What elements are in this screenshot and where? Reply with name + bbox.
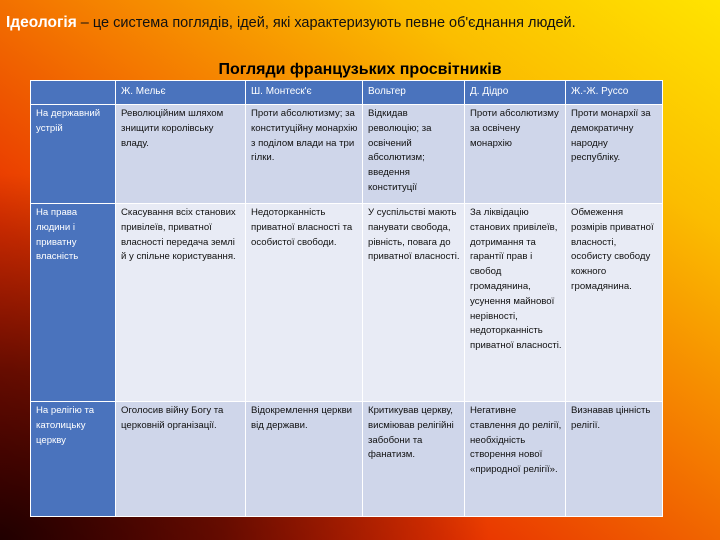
table-cell: Оголосив війну Богу та церковній організації. [116, 402, 246, 517]
table-cell: Визнавав цінність релігії. [566, 402, 663, 517]
header-rousseau: Ж.-Ж. Руссо [566, 81, 663, 105]
definition-line [6, 14, 711, 32]
table-cell: Проти абсолютизму за освічену монархію [465, 105, 566, 204]
row-label-religion: На релігію та католицьку церкву [31, 402, 116, 517]
header-diderot: Д. Дідро [465, 81, 566, 105]
row-label-human-rights: На права людини і приватну власність [31, 204, 116, 402]
row-label-state-system: На державний устрій [31, 105, 116, 204]
table-cell: Негативне ставлення до релігії, необхідність створення нової «природної релігії». [465, 402, 566, 517]
table-cell: Скасування всіх станових привілеїв, приватної власності передача землі й у спільне користування. [116, 204, 246, 402]
table-cell: Недоторканність приватної власності та особистої свободи. [246, 204, 363, 402]
table-cell: Проти монархії за демократичну народну республіку. [566, 105, 663, 204]
header-meslier: Ж. Мельє [116, 81, 246, 105]
definition-text: – це система поглядів, ідей, які характеризують певне об'єднання людей. [76, 15, 576, 31]
table-header-row [31, 81, 663, 105]
table-cell: Революційним шляхом знищити королівську владу. [116, 105, 246, 204]
header-corner-cell [31, 81, 116, 105]
table-cell: Відокремлення церкви від держави. [246, 402, 363, 517]
table-cell: Проти абсолютизму; за конституційну монархію з поділом влади на три гілки. [246, 105, 363, 204]
table-row [31, 105, 663, 204]
definition-term: Ідеологія [6, 14, 77, 31]
table-title: Погляди французьких просвітників [218, 61, 502, 78]
header-voltaire: Вольтер [363, 81, 465, 105]
header-montesquieu: Ш. Монтеск'є [246, 81, 363, 105]
table-cell: Відкидав революцію; за освічений абсолютизм; введення конституції [363, 105, 465, 204]
table-cell: У суспільстві мають панувати свобода, рівність, повага до приватної власності. [363, 204, 465, 402]
table-cell: Обмеження розмірів приватної власності, особисту свободу кожного громадянина. [566, 204, 663, 402]
enlighteners-views-table [30, 80, 663, 517]
table-cell: За ліквідацію станових привілеїв, дотримання та гарантії прав і свобод громадянина, усунення майнової нерівності, недоторканність приватної власності. [465, 204, 566, 402]
table-row [31, 204, 663, 402]
table-cell: Критикував церкву, висміював релігійні забобони та фанатизм. [363, 402, 465, 517]
table-row [31, 402, 663, 517]
